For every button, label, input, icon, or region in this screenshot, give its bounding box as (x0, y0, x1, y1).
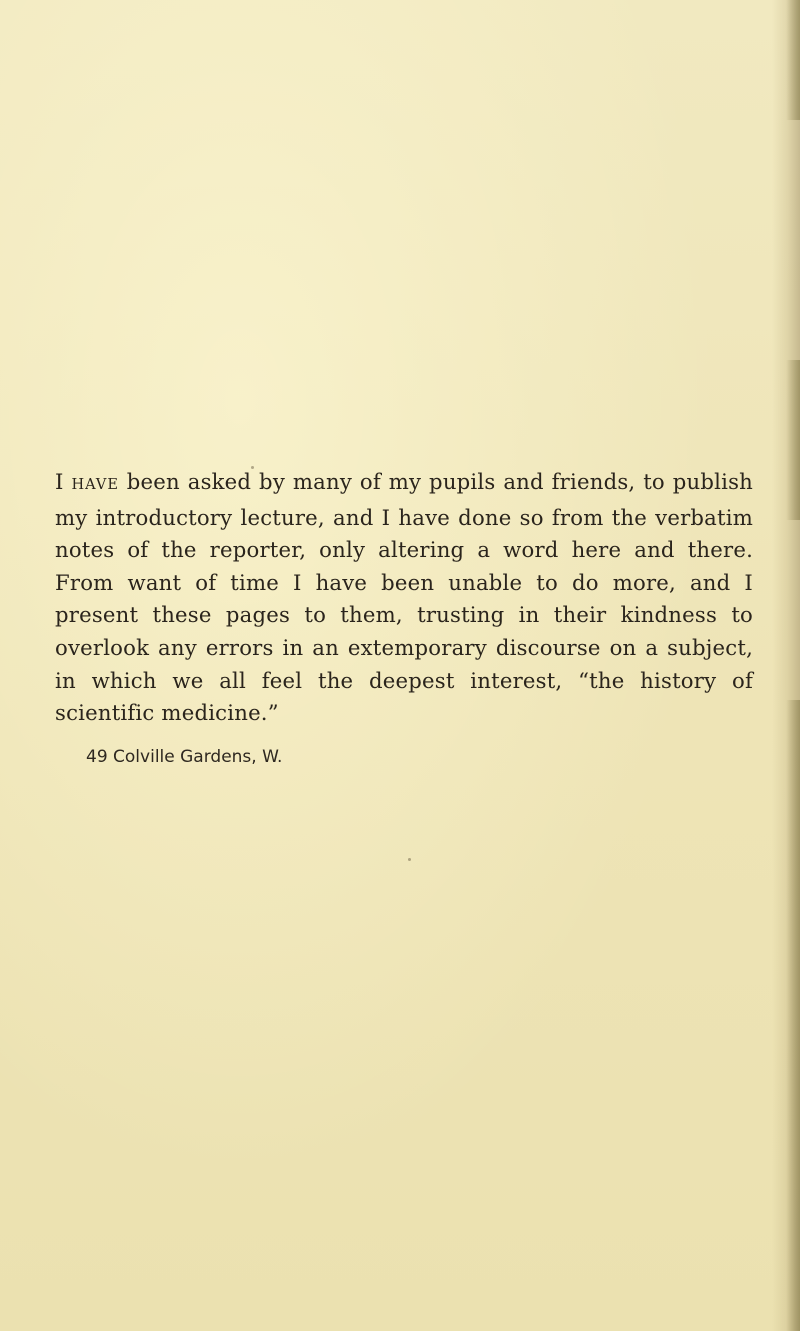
paper-speck (408, 858, 411, 861)
initial-letter: I (55, 469, 64, 494)
author-address: 49 Colville Gardens, W. (86, 747, 283, 767)
page-edge-stain (786, 360, 800, 520)
preface-body: been asked by many of my pupils and friends, to publish my introductory lecture, and I have done so from the verbatim notes of the reporter, only altering a word here and there. From want of time I have been unable to do more, and I present these pages to them, trusting in their kindness to overlook any errors in an extemporary discourse on a subject, in which we all feel the deepest interest, “the history of scientific medicine.” (55, 469, 753, 726)
smallcaps-word: HAVE (71, 477, 119, 493)
page-edge-stain (786, 0, 800, 120)
preface-paragraph (55, 466, 753, 730)
page-edge-stain (786, 700, 800, 1331)
